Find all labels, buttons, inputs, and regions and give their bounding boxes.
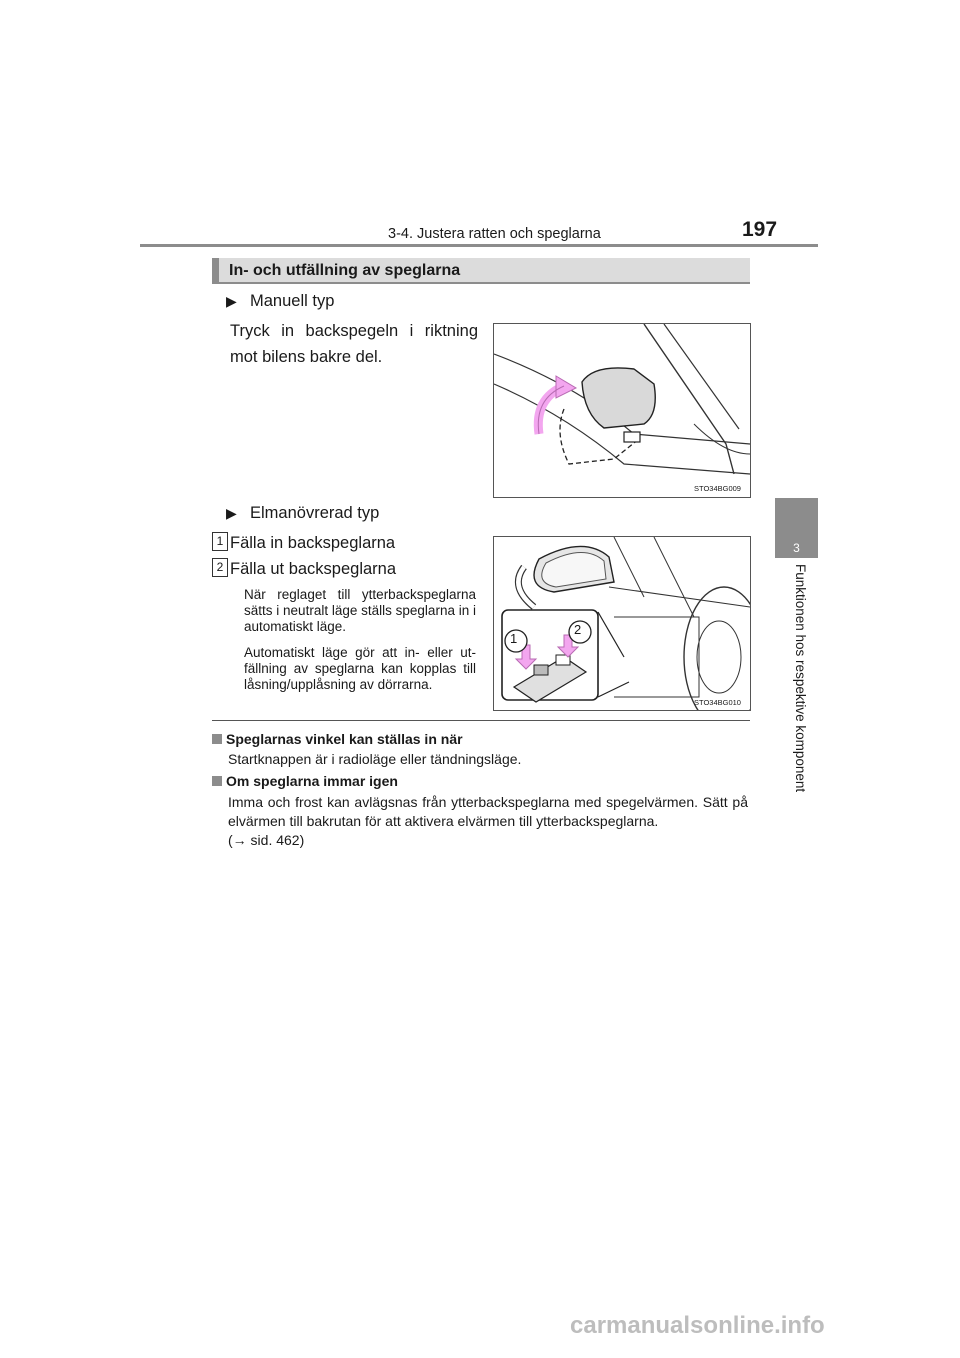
- manual-mirror-figure: [493, 323, 751, 498]
- electric-note: När reglaget till ytterbackspeglarna sätts i neutralt läge ställs speglarna in i automatiskt läge.: [244, 587, 476, 634]
- manual-instruction: Tryck in backspegeln i riktning mot bilens bakre del.: [230, 322, 478, 366]
- electric-note: Automatiskt läge gör att in- eller ut-fällning av speglarna kan kopplas till låsning/upplåsning av dörrarna.: [244, 645, 476, 692]
- chapter-tab: [775, 498, 818, 558]
- watermark: carmanualsonline.info: [570, 1312, 825, 1339]
- section-divider: [212, 720, 750, 721]
- triangle-bullet-icon: ▶: [226, 293, 237, 309]
- step-number-badge: 1: [212, 532, 228, 551]
- chapter-number: 3: [793, 541, 800, 555]
- mirror-switch-illustration: [494, 537, 750, 710]
- figure-callout-number: 2: [574, 622, 582, 637]
- note-body: Startknappen är i radioläge eller tändningsläge.: [228, 751, 522, 767]
- figure-callout-number: 1: [510, 631, 518, 646]
- step-label: Fälla ut backspeglarna: [230, 560, 397, 578]
- square-bullet-icon: [212, 734, 222, 744]
- page-number: 197: [742, 218, 778, 241]
- header-section-title: 3-4. Justera ratten och speglarna: [388, 226, 601, 242]
- step-label: Fälla in backspeglarna: [230, 534, 396, 552]
- mirror-fold-illustration: [494, 324, 750, 497]
- electric-heading: ▶ Elmanövrerad typ: [226, 500, 379, 526]
- page-reference: (→ sid. 462): [228, 832, 305, 848]
- triangle-bullet-icon: ▶: [226, 505, 237, 521]
- header-rule: [140, 244, 818, 247]
- manual-heading: ▶ Manuell typ: [226, 288, 334, 314]
- section-heading: In- och utfällning av speglarna: [212, 258, 750, 284]
- note-title: Om speglarna immar igen: [212, 773, 398, 789]
- square-bullet-icon: [212, 776, 222, 786]
- electric-mirror-figure: [493, 536, 751, 711]
- chapter-title: Funktionen hos respektive komponent: [793, 564, 808, 793]
- note-title: Speglarnas vinkel kan ställas in när: [212, 731, 463, 747]
- figure-code: STO34BG010: [694, 698, 741, 707]
- step-number-badge: 2: [212, 558, 228, 577]
- figure-code: STO34BG009: [694, 484, 741, 493]
- note-body: Imma och frost kan avlägsnas från ytterbackspeglarna med spegelvärmen. Sätt på elvärmen till bakrutan för att aktivera elvärmen till ytterbackspeglarna.: [228, 794, 748, 829]
